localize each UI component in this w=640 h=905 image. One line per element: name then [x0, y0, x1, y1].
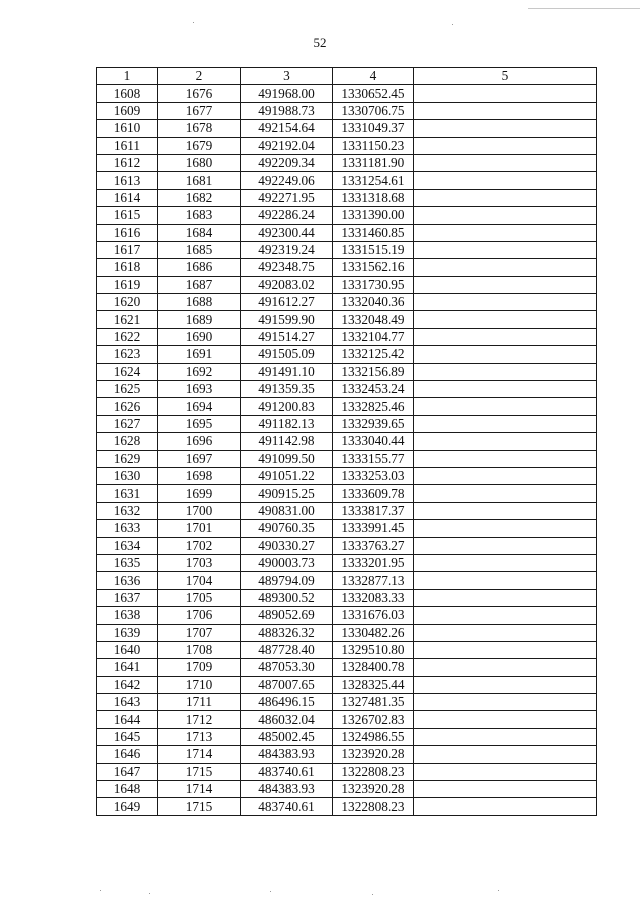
- note-cell: [414, 537, 597, 554]
- table-row: [97, 467, 597, 484]
- reference-number-cell: 1713: [158, 728, 241, 745]
- note-cell: [414, 276, 597, 293]
- y-coordinate-cell: 1331318.68: [333, 189, 414, 206]
- point-number-cell: 1618: [97, 259, 158, 276]
- x-coordinate-cell: 489052.69: [241, 607, 333, 624]
- reference-number-cell: 1687: [158, 276, 241, 293]
- x-coordinate-cell: 486496.15: [241, 694, 333, 711]
- note-cell: [414, 415, 597, 432]
- point-number-cell: 1641: [97, 659, 158, 676]
- x-coordinate-cell: 484383.93: [241, 746, 333, 763]
- table-row: [97, 433, 597, 450]
- table-row: [97, 189, 597, 206]
- point-number-cell: 1617: [97, 241, 158, 258]
- table-row: [97, 607, 597, 624]
- table-body: [97, 85, 597, 815]
- y-coordinate-cell: 1333763.27: [333, 537, 414, 554]
- x-coordinate-cell: 486032.04: [241, 711, 333, 728]
- scan-speck: [270, 891, 271, 892]
- point-number-cell: 1611: [97, 137, 158, 154]
- point-number-cell: 1624: [97, 363, 158, 380]
- y-coordinate-cell: 1322808.23: [333, 763, 414, 780]
- y-coordinate-cell: 1331254.61: [333, 172, 414, 189]
- y-coordinate-cell: 1331150.23: [333, 137, 414, 154]
- note-cell: [414, 224, 597, 241]
- point-number-cell: 1643: [97, 694, 158, 711]
- table-row: [97, 102, 597, 119]
- x-coordinate-cell: 489300.52: [241, 589, 333, 606]
- x-coordinate-cell: 489794.09: [241, 572, 333, 589]
- x-coordinate-cell: 491099.50: [241, 450, 333, 467]
- reference-number-cell: 1695: [158, 415, 241, 432]
- note-cell: [414, 207, 597, 224]
- y-coordinate-cell: 1332083.33: [333, 589, 414, 606]
- reference-number-cell: 1715: [158, 763, 241, 780]
- table-row: [97, 537, 597, 554]
- table-row: [97, 572, 597, 589]
- note-cell: [414, 433, 597, 450]
- note-cell: [414, 572, 597, 589]
- point-number-cell: 1623: [97, 346, 158, 363]
- x-coordinate-cell: 491182.13: [241, 415, 333, 432]
- point-number-cell: 1639: [97, 624, 158, 641]
- y-coordinate-cell: 1326702.83: [333, 711, 414, 728]
- x-coordinate-cell: 491142.98: [241, 433, 333, 450]
- y-coordinate-cell: 1333040.44: [333, 433, 414, 450]
- table-row: [97, 137, 597, 154]
- note-cell: [414, 328, 597, 345]
- x-coordinate-cell: 490831.00: [241, 502, 333, 519]
- table-row: [97, 641, 597, 658]
- reference-number-cell: 1706: [158, 607, 241, 624]
- x-coordinate-cell: 490915.25: [241, 485, 333, 502]
- reference-number-cell: 1712: [158, 711, 241, 728]
- reference-number-cell: 1691: [158, 346, 241, 363]
- note-cell: [414, 120, 597, 137]
- note-cell: [414, 346, 597, 363]
- reference-number-cell: 1715: [158, 798, 241, 815]
- x-coordinate-cell: 492271.95: [241, 189, 333, 206]
- table-row: [97, 694, 597, 711]
- x-coordinate-cell: 484383.93: [241, 781, 333, 798]
- note-cell: [414, 728, 597, 745]
- reference-number-cell: 1704: [158, 572, 241, 589]
- y-coordinate-cell: 1332825.46: [333, 398, 414, 415]
- y-coordinate-cell: 1331730.95: [333, 276, 414, 293]
- y-coordinate-cell: 1331460.85: [333, 224, 414, 241]
- x-coordinate-cell: 487053.30: [241, 659, 333, 676]
- scan-speck: [498, 890, 499, 891]
- table-row: [97, 363, 597, 380]
- y-coordinate-cell: 1332125.42: [333, 346, 414, 363]
- reference-number-cell: 1680: [158, 154, 241, 171]
- point-number-cell: 1629: [97, 450, 158, 467]
- x-coordinate-cell: 490330.27: [241, 537, 333, 554]
- point-number-cell: 1634: [97, 537, 158, 554]
- y-coordinate-cell: 1332939.65: [333, 415, 414, 432]
- x-coordinate-cell: 491968.00: [241, 85, 333, 102]
- x-coordinate-cell: 490760.35: [241, 520, 333, 537]
- point-number-cell: 1628: [97, 433, 158, 450]
- point-number-cell: 1609: [97, 102, 158, 119]
- note-cell: [414, 467, 597, 484]
- x-coordinate-cell: 483740.61: [241, 798, 333, 815]
- x-coordinate-cell: 491505.09: [241, 346, 333, 363]
- y-coordinate-cell: 1331676.03: [333, 607, 414, 624]
- table-row: [97, 85, 597, 102]
- note-cell: [414, 659, 597, 676]
- table-row: [97, 450, 597, 467]
- y-coordinate-cell: 1331390.00: [333, 207, 414, 224]
- reference-number-cell: 1690: [158, 328, 241, 345]
- reference-number-cell: 1714: [158, 781, 241, 798]
- point-number-cell: 1646: [97, 746, 158, 763]
- reference-number-cell: 1689: [158, 311, 241, 328]
- column-header-3: 3: [241, 68, 333, 85]
- reference-number-cell: 1692: [158, 363, 241, 380]
- point-number-cell: 1642: [97, 676, 158, 693]
- reference-number-cell: 1676: [158, 85, 241, 102]
- x-coordinate-cell: 487007.65: [241, 676, 333, 693]
- reference-number-cell: 1678: [158, 120, 241, 137]
- x-coordinate-cell: 491051.22: [241, 467, 333, 484]
- reference-number-cell: 1684: [158, 224, 241, 241]
- note-cell: [414, 172, 597, 189]
- x-coordinate-cell: 488326.32: [241, 624, 333, 641]
- note-cell: [414, 554, 597, 571]
- x-coordinate-cell: 492348.75: [241, 259, 333, 276]
- x-coordinate-cell: 492249.06: [241, 172, 333, 189]
- x-coordinate-cell: 491514.27: [241, 328, 333, 345]
- reference-number-cell: 1699: [158, 485, 241, 502]
- column-header-5: 5: [414, 68, 597, 85]
- x-coordinate-cell: 491988.73: [241, 102, 333, 119]
- point-number-cell: 1626: [97, 398, 158, 415]
- table-row: [97, 659, 597, 676]
- reference-number-cell: 1709: [158, 659, 241, 676]
- point-number-cell: 1633: [97, 520, 158, 537]
- point-number-cell: 1608: [97, 85, 158, 102]
- table-row: [97, 502, 597, 519]
- note-cell: [414, 381, 597, 398]
- y-coordinate-cell: 1329510.80: [333, 641, 414, 658]
- y-coordinate-cell: 1333201.95: [333, 554, 414, 571]
- x-coordinate-cell: 491359.35: [241, 381, 333, 398]
- note-cell: [414, 102, 597, 119]
- note-cell: [414, 641, 597, 658]
- y-coordinate-cell: 1331515.19: [333, 241, 414, 258]
- point-number-cell: 1649: [97, 798, 158, 815]
- scan-speck: [100, 890, 101, 891]
- point-number-cell: 1630: [97, 467, 158, 484]
- point-number-cell: 1612: [97, 154, 158, 171]
- point-number-cell: 1648: [97, 781, 158, 798]
- reference-number-cell: 1702: [158, 537, 241, 554]
- reference-number-cell: 1703: [158, 554, 241, 571]
- table-row: [97, 311, 597, 328]
- point-number-cell: 1616: [97, 224, 158, 241]
- point-number-cell: 1644: [97, 711, 158, 728]
- note-cell: [414, 607, 597, 624]
- note-cell: [414, 520, 597, 537]
- point-number-cell: 1631: [97, 485, 158, 502]
- y-coordinate-cell: 1324986.55: [333, 728, 414, 745]
- note-cell: [414, 502, 597, 519]
- note-cell: [414, 624, 597, 641]
- table-row: [97, 415, 597, 432]
- y-coordinate-cell: 1333817.37: [333, 502, 414, 519]
- x-coordinate-cell: 492083.02: [241, 276, 333, 293]
- reference-number-cell: 1682: [158, 189, 241, 206]
- y-coordinate-cell: 1327481.35: [333, 694, 414, 711]
- table-row: [97, 154, 597, 171]
- table-row: [97, 328, 597, 345]
- table-header: [97, 68, 597, 85]
- point-number-cell: 1645: [97, 728, 158, 745]
- note-cell: [414, 450, 597, 467]
- column-header-1: 1: [97, 68, 158, 85]
- table-row: [97, 276, 597, 293]
- table-row: [97, 398, 597, 415]
- table-row: [97, 294, 597, 311]
- x-coordinate-cell: 492209.34: [241, 154, 333, 171]
- scan-speck: [149, 893, 150, 894]
- table-row: [97, 259, 597, 276]
- reference-number-cell: 1698: [158, 467, 241, 484]
- note-cell: [414, 798, 597, 815]
- x-coordinate-cell: 492300.44: [241, 224, 333, 241]
- table-row: [97, 728, 597, 745]
- reference-number-cell: 1679: [158, 137, 241, 154]
- y-coordinate-cell: 1322808.23: [333, 798, 414, 815]
- note-cell: [414, 311, 597, 328]
- x-coordinate-cell: 487728.40: [241, 641, 333, 658]
- note-cell: [414, 711, 597, 728]
- x-coordinate-cell: 491612.27: [241, 294, 333, 311]
- x-coordinate-cell: 485002.45: [241, 728, 333, 745]
- point-number-cell: 1621: [97, 311, 158, 328]
- reference-number-cell: 1686: [158, 259, 241, 276]
- x-coordinate-cell: 492286.24: [241, 207, 333, 224]
- y-coordinate-cell: 1330652.45: [333, 85, 414, 102]
- point-number-cell: 1647: [97, 763, 158, 780]
- reference-number-cell: 1714: [158, 746, 241, 763]
- point-number-cell: 1635: [97, 554, 158, 571]
- coordinates-table: [96, 67, 597, 816]
- y-coordinate-cell: 1332156.89: [333, 363, 414, 380]
- scan-speck: [452, 24, 453, 25]
- table-row: [97, 676, 597, 693]
- point-number-cell: 1636: [97, 572, 158, 589]
- reference-number-cell: 1693: [158, 381, 241, 398]
- reference-number-cell: 1710: [158, 676, 241, 693]
- table-row: [97, 172, 597, 189]
- table-row: [97, 520, 597, 537]
- y-coordinate-cell: 1330706.75: [333, 102, 414, 119]
- point-number-cell: 1638: [97, 607, 158, 624]
- point-number-cell: 1615: [97, 207, 158, 224]
- page-number: 52: [313, 35, 327, 50]
- y-coordinate-cell: 1332048.49: [333, 311, 414, 328]
- note-cell: [414, 189, 597, 206]
- table-row: [97, 746, 597, 763]
- table-row: [97, 241, 597, 258]
- reference-number-cell: 1705: [158, 589, 241, 606]
- y-coordinate-cell: 1332104.77: [333, 328, 414, 345]
- y-coordinate-cell: 1333991.45: [333, 520, 414, 537]
- y-coordinate-cell: 1331562.16: [333, 259, 414, 276]
- x-coordinate-cell: 491200.83: [241, 398, 333, 415]
- reference-number-cell: 1701: [158, 520, 241, 537]
- y-coordinate-cell: 1323920.28: [333, 746, 414, 763]
- x-coordinate-cell: 483740.61: [241, 763, 333, 780]
- y-coordinate-cell: 1323920.28: [333, 781, 414, 798]
- reference-number-cell: 1677: [158, 102, 241, 119]
- table-row: [97, 589, 597, 606]
- column-header-4: 4: [333, 68, 414, 85]
- y-coordinate-cell: 1328400.78: [333, 659, 414, 676]
- table-row: [97, 346, 597, 363]
- reference-number-cell: 1711: [158, 694, 241, 711]
- x-coordinate-cell: 492319.24: [241, 241, 333, 258]
- reference-number-cell: 1685: [158, 241, 241, 258]
- header-row: [97, 68, 597, 85]
- table-row: [97, 781, 597, 798]
- point-number-cell: 1619: [97, 276, 158, 293]
- reference-number-cell: 1697: [158, 450, 241, 467]
- note-cell: [414, 241, 597, 258]
- table-row: [97, 798, 597, 815]
- table-row: [97, 224, 597, 241]
- point-number-cell: 1637: [97, 589, 158, 606]
- point-number-cell: 1622: [97, 328, 158, 345]
- point-number-cell: 1620: [97, 294, 158, 311]
- reference-number-cell: 1700: [158, 502, 241, 519]
- x-coordinate-cell: 491491.10: [241, 363, 333, 380]
- x-coordinate-cell: 490003.73: [241, 554, 333, 571]
- note-cell: [414, 676, 597, 693]
- note-cell: [414, 294, 597, 311]
- note-cell: [414, 363, 597, 380]
- point-number-cell: 1627: [97, 415, 158, 432]
- note-cell: [414, 781, 597, 798]
- reference-number-cell: 1708: [158, 641, 241, 658]
- table-row: [97, 207, 597, 224]
- note-cell: [414, 763, 597, 780]
- column-header-2: 2: [158, 68, 241, 85]
- note-cell: [414, 746, 597, 763]
- x-coordinate-cell: 491599.90: [241, 311, 333, 328]
- y-coordinate-cell: 1331181.90: [333, 154, 414, 171]
- y-coordinate-cell: 1332877.13: [333, 572, 414, 589]
- reference-number-cell: 1681: [158, 172, 241, 189]
- point-number-cell: 1632: [97, 502, 158, 519]
- note-cell: [414, 398, 597, 415]
- note-cell: [414, 85, 597, 102]
- y-coordinate-cell: 1332453.24: [333, 381, 414, 398]
- scan-edge-line: [528, 8, 640, 9]
- reference-number-cell: 1696: [158, 433, 241, 450]
- table-row: [97, 624, 597, 641]
- reference-number-cell: 1707: [158, 624, 241, 641]
- note-cell: [414, 589, 597, 606]
- y-coordinate-cell: 1331049.37: [333, 120, 414, 137]
- point-number-cell: 1613: [97, 172, 158, 189]
- table-row: [97, 711, 597, 728]
- reference-number-cell: 1688: [158, 294, 241, 311]
- y-coordinate-cell: 1330482.26: [333, 624, 414, 641]
- point-number-cell: 1610: [97, 120, 158, 137]
- y-coordinate-cell: 1328325.44: [333, 676, 414, 693]
- table-row: [97, 485, 597, 502]
- y-coordinate-cell: 1332040.36: [333, 294, 414, 311]
- y-coordinate-cell: 1333253.03: [333, 467, 414, 484]
- y-coordinate-cell: 1333609.78: [333, 485, 414, 502]
- table-row: [97, 120, 597, 137]
- table-row: [97, 381, 597, 398]
- x-coordinate-cell: 492154.64: [241, 120, 333, 137]
- table-row: [97, 763, 597, 780]
- x-coordinate-cell: 492192.04: [241, 137, 333, 154]
- note-cell: [414, 694, 597, 711]
- y-coordinate-cell: 1333155.77: [333, 450, 414, 467]
- note-cell: [414, 154, 597, 171]
- note-cell: [414, 485, 597, 502]
- note-cell: [414, 259, 597, 276]
- table-row: [97, 554, 597, 571]
- point-number-cell: 1625: [97, 381, 158, 398]
- scan-speck: [372, 894, 373, 895]
- reference-number-cell: 1683: [158, 207, 241, 224]
- note-cell: [414, 137, 597, 154]
- point-number-cell: 1614: [97, 189, 158, 206]
- scan-speck: [193, 22, 194, 23]
- reference-number-cell: 1694: [158, 398, 241, 415]
- point-number-cell: 1640: [97, 641, 158, 658]
